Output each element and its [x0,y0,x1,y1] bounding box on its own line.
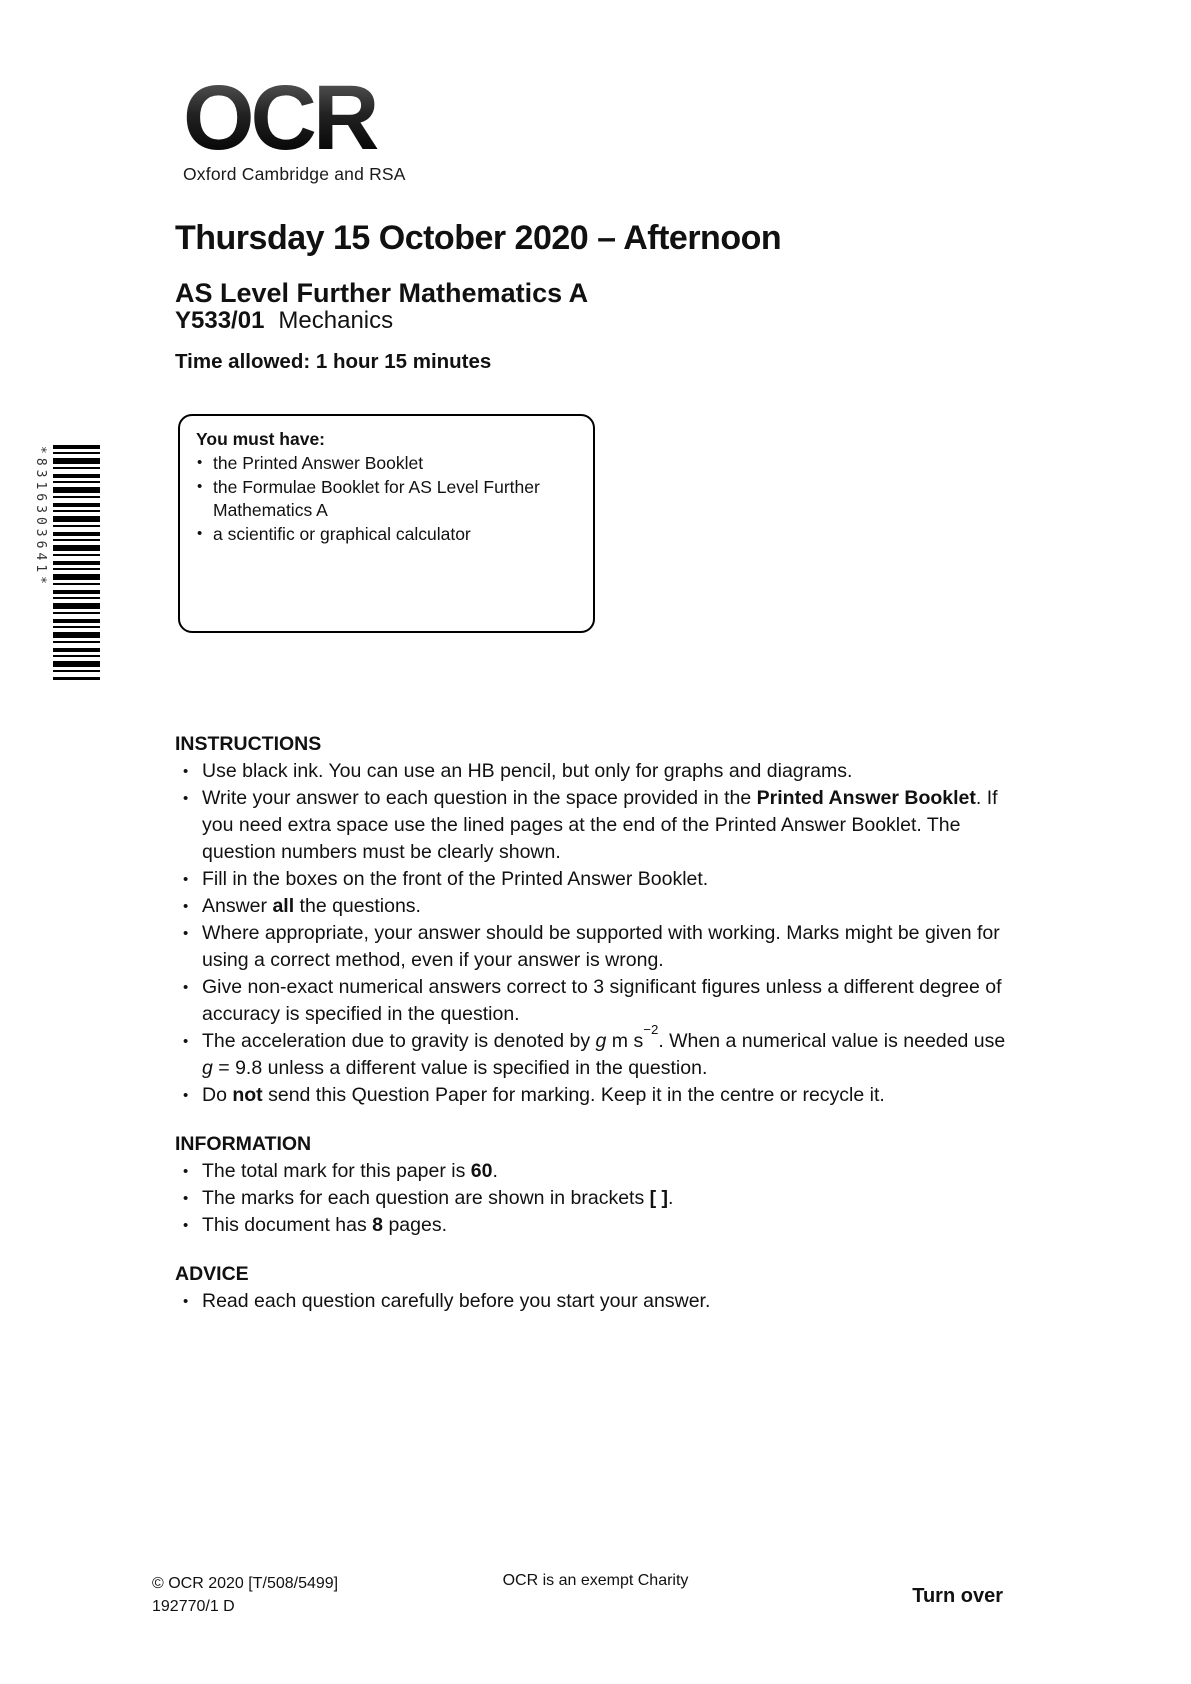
time-allowed: Time allowed: 1 hour 15 minutes [175,350,492,373]
turn-over-label: Turn over [912,1585,1003,1607]
paper-name: Mechanics [278,307,394,334]
bullet-marker: • [183,1087,189,1104]
ocr-logo-text: OCR [183,76,406,161]
body-text [175,731,1018,1315]
document-reference: 192770/1 D [152,1598,235,1615]
list-item-text: Where appropriate, your answer should be supported with working. Marks might be given for using a correct method, even if your answer is wrong. [202,922,1000,971]
information-list [175,1158,1018,1239]
copyright-text: © OCR 2020 [T/508/5499] [152,1575,339,1592]
list-item [175,1185,1018,1212]
bullet-marker: • [183,925,189,942]
ocr-logo [183,67,406,185]
bullet-marker: • [183,1190,189,1207]
list-item [175,1288,1018,1315]
list-item-text: The acceleration due to gravity is denoted by g m $s^{-2}$. When a numerical value is needed use g = 9.8 unless a different value is specified in the question. [202,1021,1006,1079]
list-item [175,1082,1018,1109]
list-item-text: This document has 8 pages. [202,1214,447,1236]
must-have-heading: You must have: [196,429,326,449]
list-item [175,1021,1018,1082]
list-item [175,866,1018,893]
list-item-text: Read each question carefully before you start your answer. [202,1290,711,1312]
bullet-marker: • [197,454,203,471]
bullet-marker: • [183,1293,189,1310]
list-item [175,920,1018,974]
list-item [196,523,577,547]
bullet-marker: • [183,1163,189,1180]
list-item [175,893,1018,920]
ocr-logo-tagline: Oxford Cambridge and RSA [183,163,406,184]
bullet-marker: • [197,477,203,495]
list-item [175,974,1018,1028]
list-item [196,452,577,476]
must-have-list [196,452,577,546]
list-item-text: Do not send this Question Paper for marking. Keep it in the centre or recycle it. [202,1084,885,1106]
bullet-marker: • [183,1217,189,1234]
information-heading: INFORMATION [175,1133,312,1155]
list-item-text: a scientific or graphical calculator [213,523,471,544]
paper-line [175,307,393,335]
list-item-text: the Printed Answer Booklet [213,453,424,473]
you-must-have-box [178,414,595,633]
instructions-heading: INSTRUCTIONS [175,733,322,755]
charity-text: OCR is an exempt Charity [502,1572,689,1589]
bullet-marker: • [183,790,189,807]
bullet-marker: • [183,898,189,915]
advice-heading: ADVICE [175,1263,249,1285]
list-item [175,1212,1018,1239]
list-item-text: The total mark for this paper is 60. [202,1160,498,1182]
list-item-text: Answer all the questions. [202,895,421,917]
instructions-list [175,758,1018,1109]
list-item-text: Give non-exact numerical answers correct to 3 significant figures unless a different degree of accuracy is specified in the question. [202,976,1002,1025]
bullet-marker: • [183,871,189,888]
bullet-marker: • [197,524,203,542]
list-item-text: Fill in the boxes on the front of the Printed Answer Booklet. [202,868,709,890]
paper-code: Y533/01 [175,307,265,334]
list-item-text: the Formulae Booklet for AS Level Further Mathematics A [213,476,540,520]
list-item [175,785,1018,866]
advice-list [175,1288,1018,1315]
bullet-marker: • [183,763,189,780]
list-item-text: Use black ink. You can use an HB pencil, but only for graphs and diagrams. [202,760,853,782]
bullet-marker: • [183,979,189,996]
list-item [175,1158,1018,1185]
list-item [175,758,1018,785]
list-item [196,476,577,523]
list-item-text: The marks for each question are shown in brackets [ ]. [202,1187,674,1209]
barcode-number: *8316303641* [33,446,48,588]
exam-qualification-title: AS Level Further Mathematics A [175,278,589,309]
candidate-barcode [53,445,100,680]
bullet-marker: • [183,1033,189,1050]
exam-date-title: Thursday 15 October 2020 – Afternoon [175,218,782,257]
list-item-text: Write your answer to each question in the space provided in the Printed Answer Booklet. If you need extra space use the lined pages at the end of the Printed Answer Booklet. The question numbers must be clearly shown. [202,787,998,863]
